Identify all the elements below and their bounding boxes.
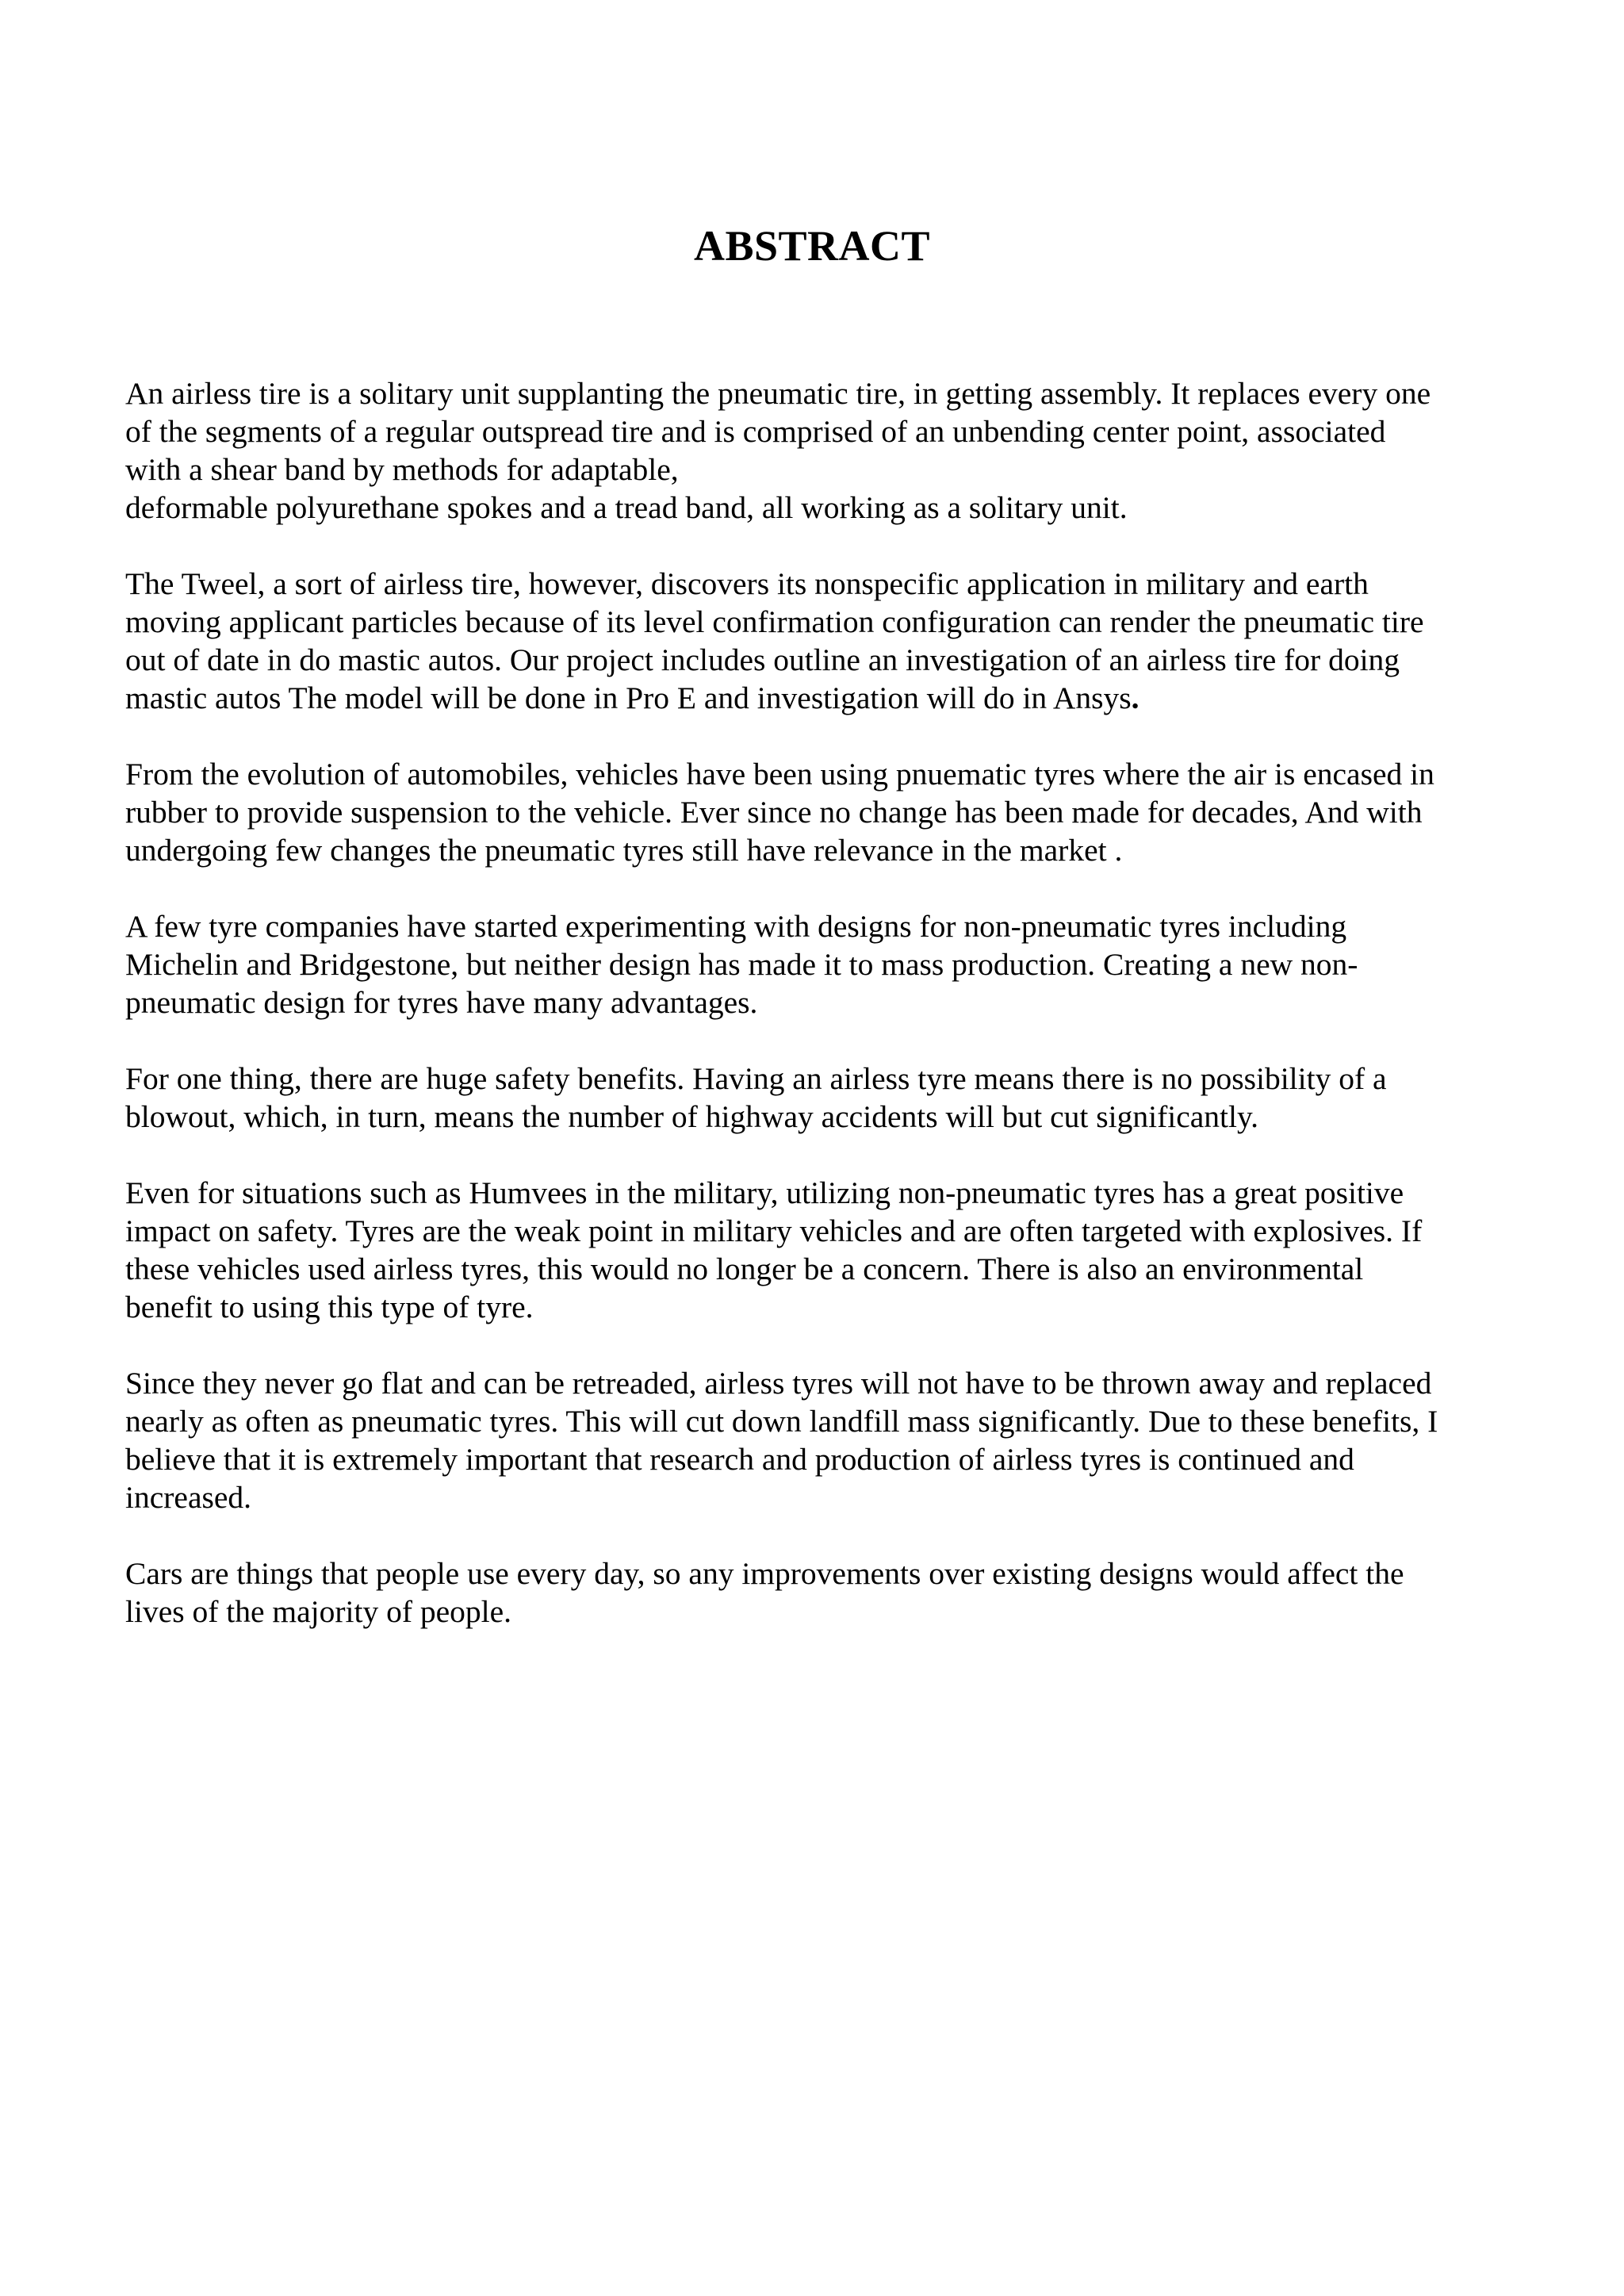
paragraph-2	[125, 565, 1521, 717]
text-segment: mastic autos The model will be done in Pro E and investigation will do in Ansys	[125, 680, 1132, 715]
text-line: nearly as often as pneumatic tyres. This will cut down landfill mass significantly. Due to these benefits, I	[125, 1404, 1438, 1439]
text-line: Cars are things that people use every day, so any improvements over existing designs would affect the	[125, 1556, 1404, 1591]
text-line: rubber to provide suspension to the vehicle. Ever since no change has been made for decades, And with	[125, 795, 1423, 830]
text-line: believe that it is extremely important that research and production of airless tyres is continued and	[125, 1442, 1354, 1477]
text-line: Michelin and Bridgestone, but neither design has made it to mass production. Creating a new non-	[125, 947, 1358, 982]
text-line: these vehicles used airless tyres, this would no longer be a concern. There is also an environmental	[125, 1251, 1364, 1286]
text-line: moving applicant particles because of its level confirmation configuration can render the pneumatic tire	[125, 604, 1424, 639]
text-line: A few tyre companies have started experimenting with designs for non-pneumatic tyres including	[125, 909, 1347, 944]
text-line: An airless tire is a solitary unit supplanting the pneumatic tire, in getting assembly. It replaces every one	[125, 376, 1431, 411]
paragraph-3	[125, 755, 1521, 869]
paragraph-6	[125, 1174, 1521, 1326]
text-line: benefit to using this type of tyre.	[125, 1290, 534, 1324]
text-line: For one thing, there are huge safety benefits. Having an airless tyre means there is no possibility of a	[125, 1061, 1387, 1096]
text-line: lives of the majority of people.	[125, 1594, 512, 1629]
paragraph-1	[125, 374, 1521, 527]
text-line: pneumatic design for tyres have many advantages.	[125, 985, 758, 1020]
page-title: ABSTRACT	[693, 222, 931, 270]
paragraph-5	[125, 1060, 1521, 1136]
text-line: Since they never go flat and can be retreaded, airless tyres will not have to be thrown away and replaced	[125, 1366, 1432, 1401]
text-line: blowout, which, in turn, means the number of highway accidents will but cut significantly.	[125, 1099, 1259, 1134]
text-line-with-bold-period	[125, 679, 1521, 717]
text-line: impact on safety. Tyres are the weak point in military vehicles and are often targeted with explosives. If	[125, 1213, 1423, 1248]
text-line: increased.	[125, 1480, 252, 1515]
text-line: deformable polyurethane spokes and a tread band, all working as a solitary unit.	[125, 490, 1128, 525]
text-line: with a shear band by methods for adaptable,	[125, 452, 679, 487]
bold-period: .	[1131, 680, 1139, 715]
text-line: of the segments of a regular outspread tire and is comprised of an unbending center point, associated	[125, 414, 1386, 449]
text-line: undergoing few changes the pneumatic tyres still have relevance in the market .	[125, 833, 1123, 868]
text-line: out of date in do mastic autos. Our project includes outline an investigation of an airless tire for doing	[125, 642, 1400, 677]
text-line: The Tweel, a sort of airless tire, however, discovers its nonspecific application in military and earth	[125, 566, 1369, 601]
abstract-body	[125, 374, 1521, 1669]
text-line: Even for situations such as Humvees in the military, utilizing non-pneumatic tyres has a great positive	[125, 1175, 1404, 1210]
paragraph-7	[125, 1364, 1521, 1516]
text-line: From the evolution of automobiles, vehicles have been using pnuematic tyres where the air is encased in	[125, 757, 1434, 792]
paragraph-8	[125, 1554, 1521, 1631]
paragraph-4	[125, 907, 1521, 1022]
